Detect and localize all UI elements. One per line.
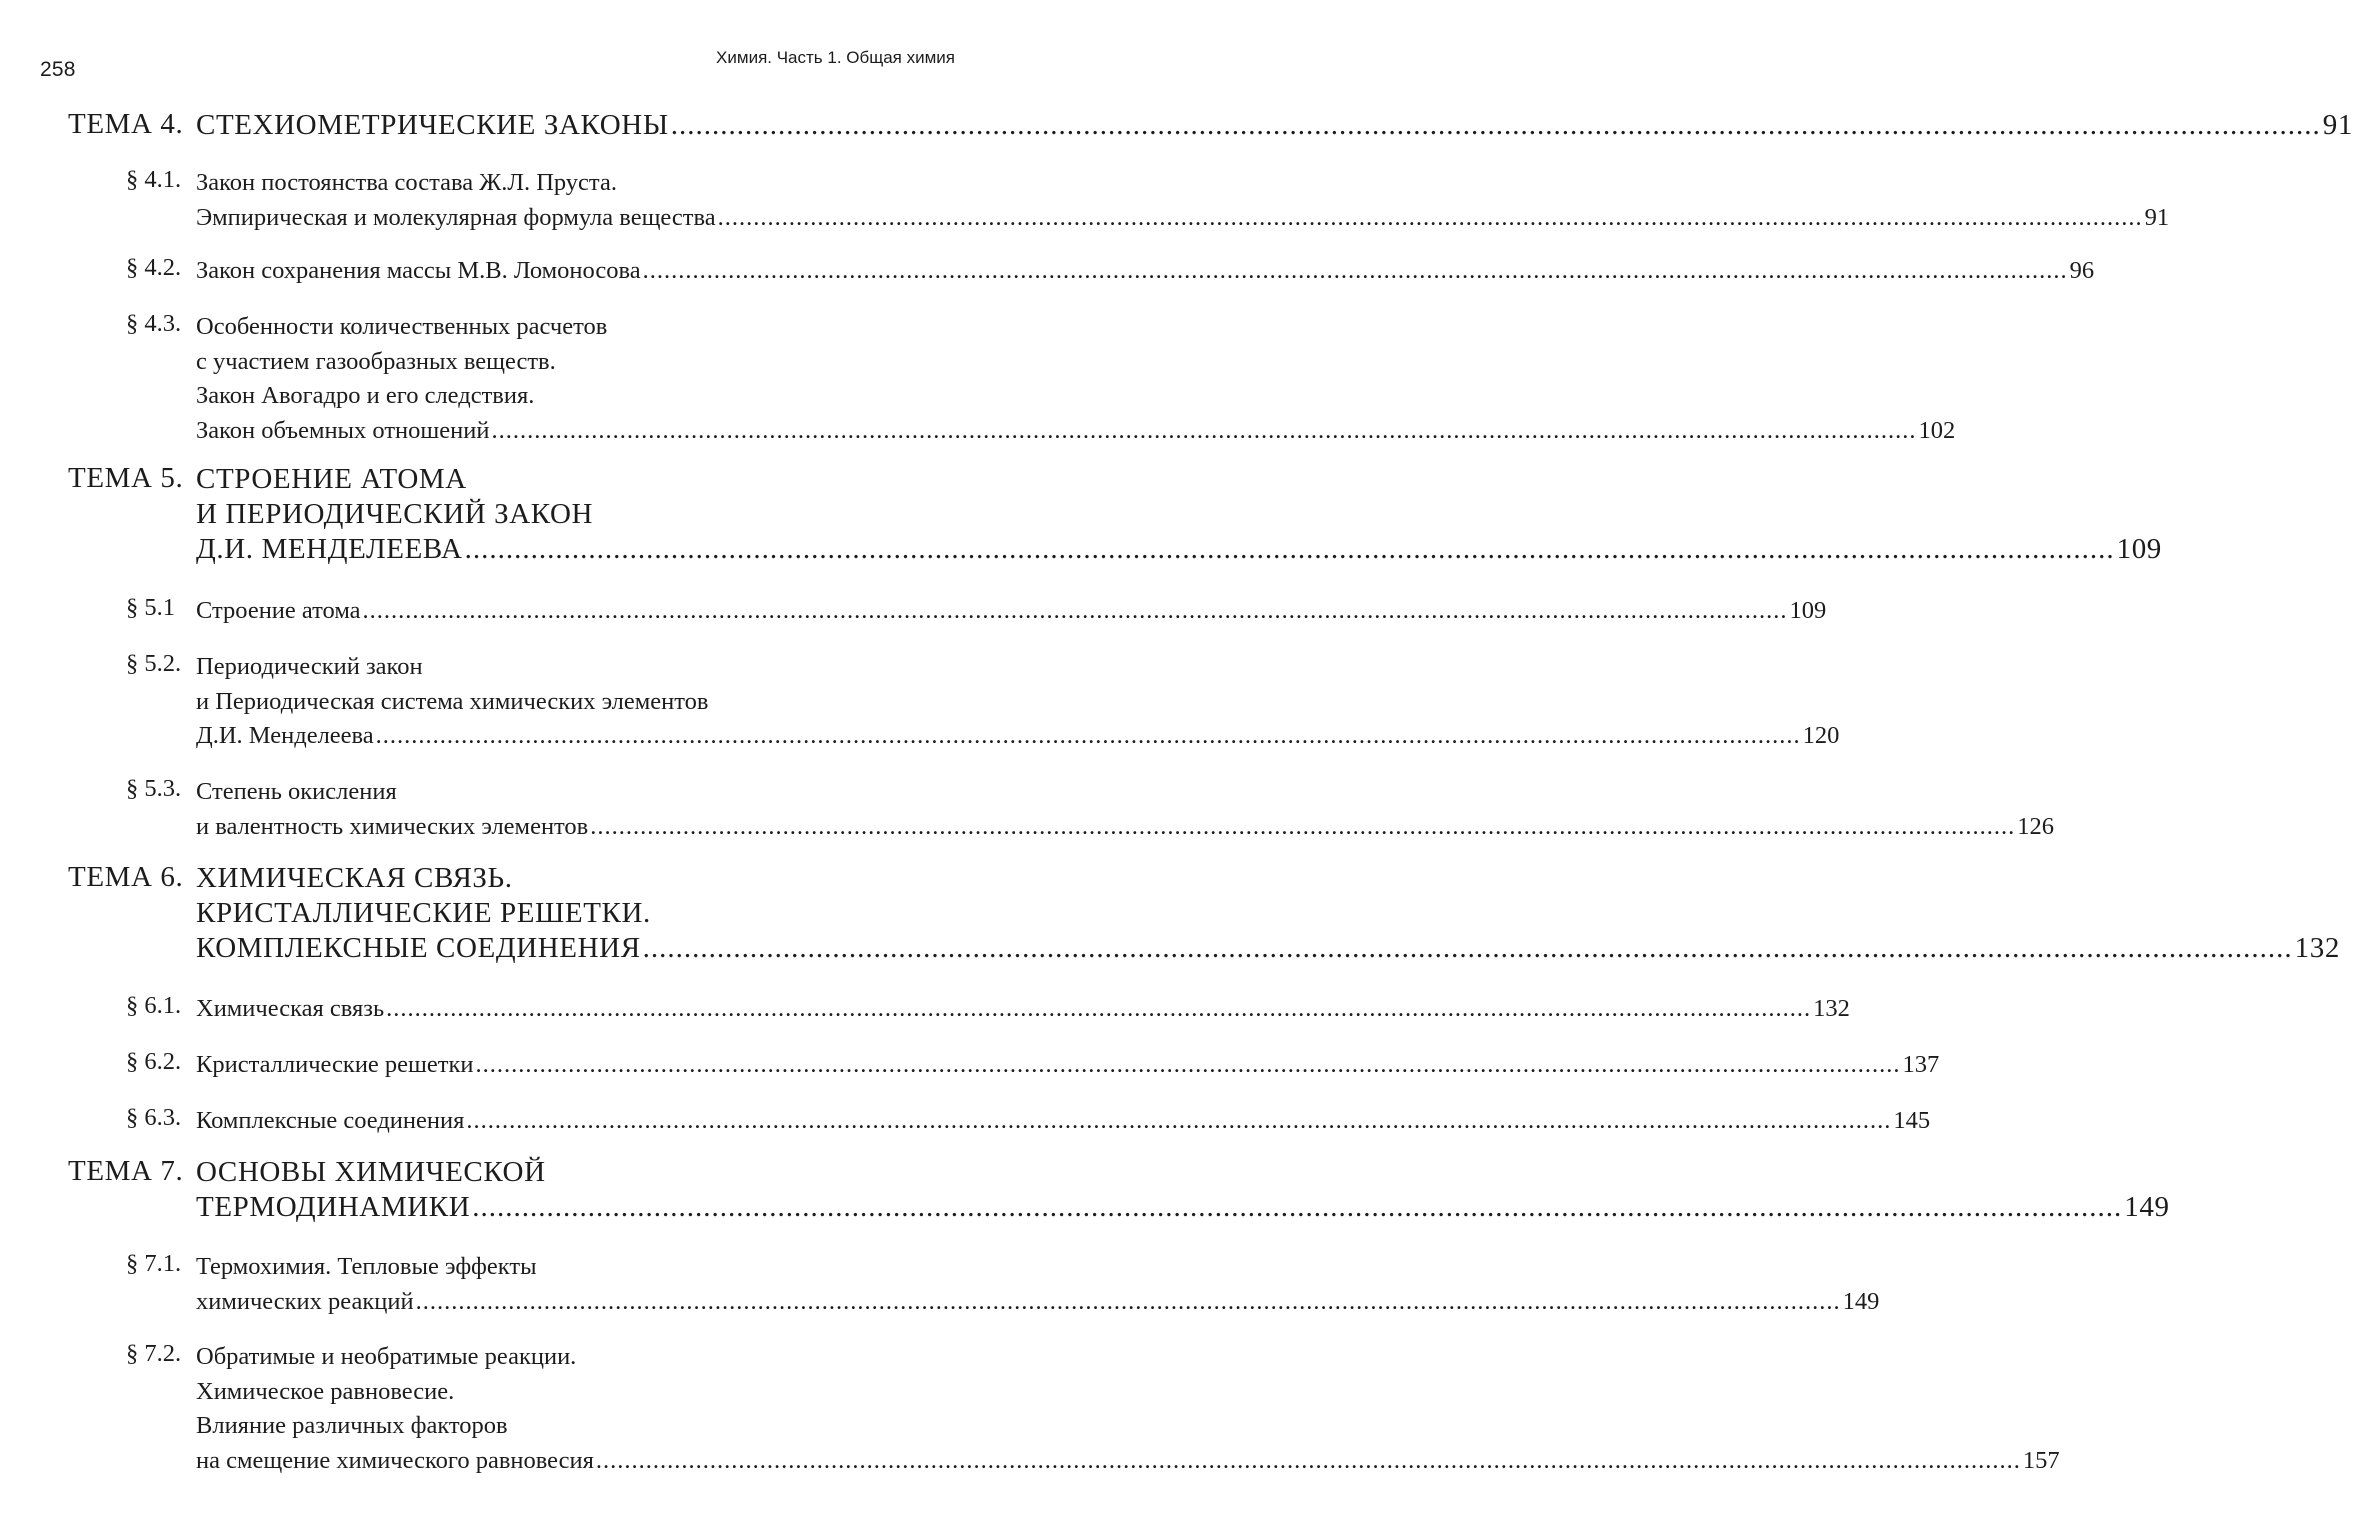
- section-number: § 4.1.: [126, 166, 182, 193]
- toc-line: [196, 1250, 942, 1285]
- page-ref: 126: [2017, 812, 2055, 840]
- page-ref: 109: [2116, 533, 2162, 565]
- toc-line: [196, 775, 942, 810]
- toc-line: [196, 1375, 942, 1410]
- toc-line: [196, 1285, 1880, 1320]
- toc-line: [196, 310, 942, 345]
- page-ref: 120: [1802, 722, 1840, 749]
- toc-line: [196, 497, 942, 532]
- dot-leader: ........................................................................................................................................................................................................: [642, 932, 2293, 964]
- toc-line: [196, 650, 942, 685]
- dot-leader: ........................................................................................................................................................................................................: [595, 1446, 2021, 1474]
- toc-line: [196, 810, 2055, 845]
- section-title: Строение атома: [196, 597, 361, 624]
- dot-leader: ........................................................................................................................................................................................................: [475, 1051, 1901, 1078]
- section-title: Кристаллические решетки: [196, 1051, 474, 1078]
- section-title: Закон Авогадро и его следствия.: [196, 382, 535, 409]
- topic-title: Д.И. МЕНДЕЛЕЕВА: [196, 533, 463, 565]
- toc-line: [196, 166, 942, 201]
- dot-leader: ........................................................................................................................................................................................................: [386, 995, 1812, 1022]
- page-ref: 157: [2022, 1446, 2060, 1474]
- section-number: § 6.2.: [126, 1048, 182, 1075]
- dot-leader: ........................................................................................................................................................................................................: [362, 597, 1788, 624]
- toc-line: [196, 254, 2095, 289]
- topic-title: ХИМИЧЕСКАЯ СВЯЗЬ.: [196, 862, 513, 894]
- section-title: Химическое равновесие.: [196, 1377, 455, 1405]
- toc-line: [196, 1340, 942, 1375]
- page-ref: 102: [1918, 416, 1956, 444]
- toc-line: [196, 1104, 1931, 1139]
- section-number: § 5.3.: [126, 775, 182, 802]
- section-title: химических реакций: [196, 1287, 414, 1315]
- toc-line: [196, 532, 2162, 567]
- toc-line: [196, 1155, 942, 1190]
- dot-leader: ........................................................................................................................................................................................................: [375, 722, 1801, 749]
- toc-line: [196, 719, 1840, 754]
- page-ref: 137: [1902, 1051, 1940, 1078]
- section-title: Влияние различных факторов: [196, 1412, 508, 1439]
- dot-leader: ........................................................................................................................................................................................................: [464, 533, 2115, 565]
- toc-line: [196, 345, 942, 380]
- section-title: Закон постоянства состава Ж.Л. Пруста.: [196, 169, 617, 196]
- section-title: на смещение химического равновесия: [196, 1446, 594, 1474]
- topic-number: ТЕМА 5.: [68, 462, 184, 494]
- toc-line: [196, 594, 1827, 629]
- dot-leader: ........................................................................................................................................................................................................: [642, 257, 2068, 284]
- topic-title: И ПЕРИОДИЧЕСКИЙ ЗАКОН: [196, 498, 594, 530]
- page-ref: 91: [2144, 203, 2170, 231]
- dot-leader: ........................................................................................................................................................................................................: [466, 1107, 1892, 1134]
- section-number: § 7.2.: [126, 1340, 182, 1367]
- toc-line: [196, 1190, 2170, 1225]
- dot-leader: ........................................................................................................................................................................................................: [590, 812, 2016, 840]
- topic-title: ТЕРМОДИНАМИКИ: [196, 1191, 471, 1223]
- topic-title: ОСНОВЫ ХИМИЧЕСКОЙ: [196, 1156, 546, 1188]
- section-number: § 5.2.: [126, 650, 182, 677]
- dot-leader: ........................................................................................................................................................................................................: [415, 1287, 1841, 1315]
- section-number: § 5.1: [126, 594, 175, 621]
- section-number: § 4.2.: [126, 254, 182, 281]
- toc-line: [196, 108, 2353, 143]
- toc-line: [196, 861, 942, 896]
- page-ref: 132: [2294, 932, 2340, 964]
- section-title: Термохимия. Тепловые эффекты: [196, 1253, 537, 1280]
- section-number: § 7.1.: [126, 1250, 182, 1277]
- toc-line: [196, 1048, 1940, 1083]
- toc-line: [196, 379, 942, 414]
- page-ref: 96: [2069, 257, 2095, 284]
- section-title: с участием газообразных веществ.: [196, 347, 556, 375]
- toc-line: [196, 414, 1956, 449]
- topic-title: СТЕХИОМЕТРИЧЕСКИЕ ЗАКОНЫ: [196, 109, 669, 141]
- section-title: и валентность химических элементов: [196, 812, 589, 840]
- section-number: § 6.1.: [126, 992, 182, 1019]
- topic-title: СТРОЕНИЕ АТОМА: [196, 463, 467, 495]
- topic-number: ТЕМА 6.: [68, 861, 184, 893]
- page-ref: 109: [1789, 597, 1827, 624]
- section-title: Закон объемных отношений: [196, 416, 490, 444]
- section-number: § 6.3.: [126, 1104, 182, 1131]
- section-number: § 4.3.: [126, 310, 182, 337]
- topic-number: ТЕМА 4.: [68, 108, 184, 140]
- page-ref: 149: [2124, 1191, 2170, 1223]
- page-ref: 145: [1893, 1107, 1931, 1134]
- toc-line: [196, 462, 942, 497]
- page-ref: 91: [2322, 109, 2353, 141]
- toc-line: [196, 201, 2170, 236]
- section-title: Периодический закон: [196, 653, 423, 680]
- page-ref: 149: [1842, 1287, 1880, 1315]
- toc-line: [196, 685, 942, 720]
- toc-line: [196, 992, 1850, 1027]
- section-title: Закон сохранения массы М.В. Ломоносова: [196, 257, 641, 284]
- toc-line: [196, 896, 942, 931]
- section-title: Эмпирическая и молекулярная формула вещества: [196, 203, 716, 231]
- page-number: 258: [40, 58, 76, 81]
- topic-title: КРИСТАЛЛИЧЕСКИЕ РЕШЕТКИ.: [196, 897, 651, 929]
- section-title: и Периодическая система химических элементов: [196, 687, 709, 715]
- dot-leader: ........................................................................................................................................................................................................: [491, 416, 1917, 444]
- dot-leader: ........................................................................................................................................................................................................: [472, 1191, 2123, 1223]
- dot-leader: ........................................................................................................................................................................................................: [717, 203, 2143, 231]
- topic-number: ТЕМА 7.: [68, 1155, 184, 1187]
- topic-title: КОМПЛЕКСНЫЕ СОЕДИНЕНИЯ: [196, 932, 641, 964]
- section-title: Д.И. Менделеева: [196, 722, 374, 749]
- toc-line: [196, 1409, 942, 1444]
- section-title: Химическая связь: [196, 995, 385, 1022]
- dot-leader: ........................................................................................................................................................................................................: [670, 109, 2321, 141]
- section-title: Комплексные соединения: [196, 1107, 465, 1134]
- toc-line: [196, 1444, 2060, 1479]
- section-title: Степень окисления: [196, 778, 397, 805]
- section-title: Особенности количественных расчетов: [196, 313, 608, 340]
- section-title: Обратимые и необратимые реакции.: [196, 1343, 577, 1370]
- page-ref: 132: [1813, 995, 1850, 1022]
- toc-line: [196, 931, 2340, 966]
- running-title: Химия. Часть 1. Общая химия: [716, 48, 955, 67]
